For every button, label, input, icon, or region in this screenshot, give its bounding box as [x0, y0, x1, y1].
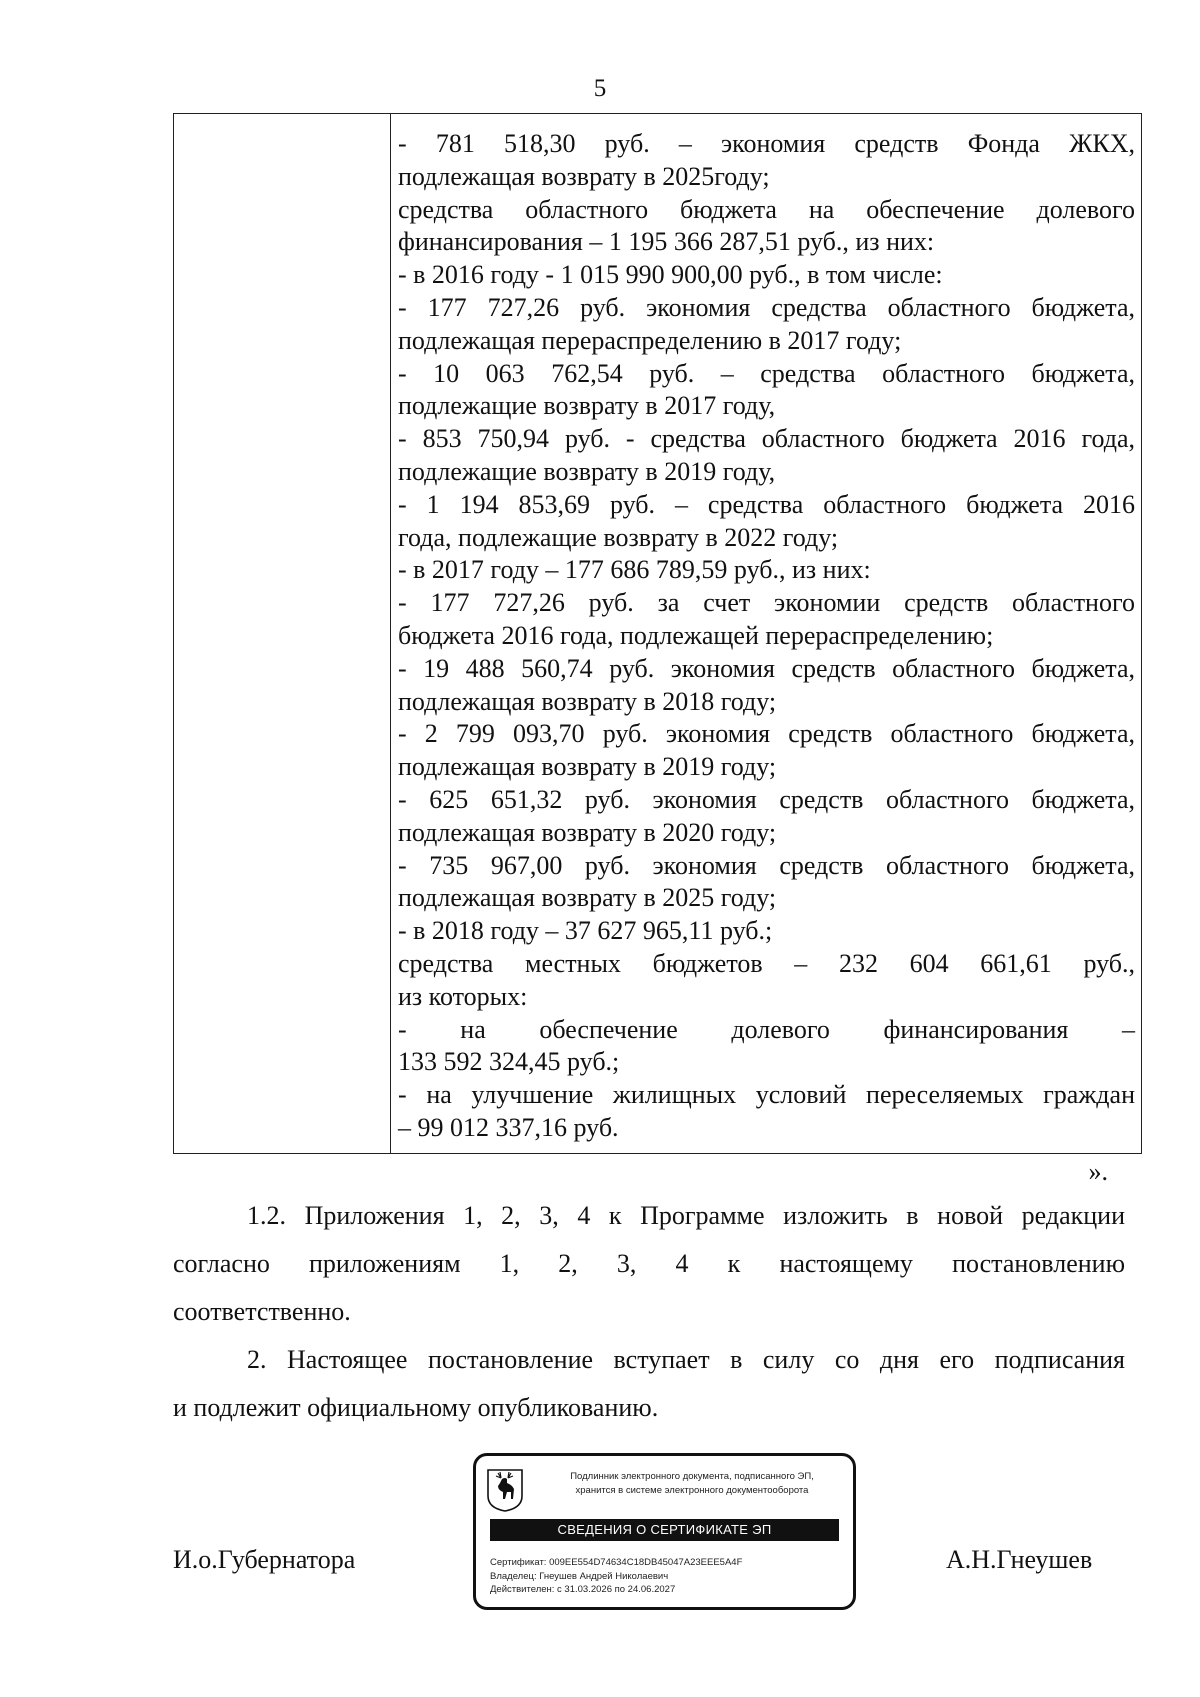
funding-line: - 1 194 853,69 руб. – средства областного бюджета 2016 [398, 489, 1135, 519]
funding-lines [398, 128, 1135, 1145]
page-number: 5 [593, 75, 607, 102]
funding-line: - в 2017 году – 177 686 789,59 руб., из них: [398, 555, 871, 585]
funding-line: - 10 063 762,54 руб. – средства областного бюджета, [398, 358, 1135, 388]
funding-line: бюджета 2016 года, подлежащей перераспределению; [398, 620, 994, 650]
funding-line: подлежащие возврату в 2017 году, [398, 391, 776, 421]
table-cell-label [174, 114, 391, 1154]
funding-line: подлежащая возврату в 2019 году; [398, 752, 777, 782]
electronic-signature-stamp [473, 1453, 856, 1610]
funding-line: подлежащие возврату в 2019 году, [398, 456, 776, 486]
funding-line: средства местных бюджетов – 232 604 661,61 руб., [398, 948, 1135, 978]
signature-position: И.о.Губернатора [173, 1545, 356, 1574]
funding-line: 133 592 324,45 руб.; [398, 1047, 620, 1077]
funding-line: подлежащая возврату в 2025 году; [398, 883, 777, 913]
table-row [174, 114, 1142, 1154]
funding-line: подлежащая возврату в 2018 году; [398, 686, 777, 716]
funding-line: - в 2016 году - 1 015 990 900,00 руб., в том числе: [398, 260, 943, 290]
stamp-header [534, 1470, 850, 1498]
stamp-header-line: Подлинник электронного документа, подписанного ЭП, [570, 1471, 814, 1482]
funding-line: года, подлежащие возврату в 2022 году; [398, 522, 839, 552]
closing-quote: ». [1088, 1157, 1108, 1186]
stamp-title: СВЕДЕНИЯ О СЕРТИФИКАТЕ ЭП [490, 1519, 839, 1541]
paragraph-line: 2. Настоящее постановление вступает в силу со дня его подписания [247, 1345, 1125, 1374]
funding-line: - 19 488 560,74 руб. экономия средств областного бюджета, [398, 653, 1135, 683]
deer-emblem-icon [486, 1468, 524, 1512]
funding-line: - в 2018 году – 37 627 965,11 руб.; [398, 916, 773, 946]
funding-line: - 2 799 093,70 руб. экономия средств областного бюджета, [398, 719, 1135, 749]
funding-line: - 735 967,00 руб. экономия средств областного бюджета, [398, 850, 1135, 880]
paragraph-2 [173, 1336, 1125, 1432]
funding-line: - 177 727,26 руб. экономия средства областного бюджета, [398, 292, 1135, 322]
funding-line: из которых: [398, 981, 528, 1011]
funding-line: - 853 750,94 руб. - средства областного бюджета 2016 года, [398, 424, 1135, 454]
funding-line: - 625 651,32 руб. экономия средств областного бюджета, [398, 784, 1135, 814]
paragraph-line: 1.2. Приложения 1, 2, 3, 4 к Программе изложить в новой редакции [247, 1201, 1125, 1230]
paragraph-line: соответственно. [173, 1297, 351, 1326]
stamp-validity: Действителен: с 31.03.2026 по 24.06.2027 [490, 1584, 676, 1595]
stamp-details [490, 1556, 742, 1597]
table-cell-funding-text [391, 114, 1142, 1154]
stamp-certificate: Сертификат: 009EE554D74634C18DB45047A23EEE5A4F [490, 1557, 743, 1568]
signature-name: А.Н.Гнеушев [946, 1545, 1093, 1574]
funding-line: - 781 518,30 руб. – экономия средств Фонда ЖКХ, [398, 129, 1135, 158]
paragraph-line: и подлежит официальному опубликованию. [173, 1393, 659, 1422]
funding-line: - 177 727,26 руб. за счет экономии средств областного [398, 588, 1135, 618]
paragraph-1-2 [173, 1192, 1125, 1336]
funding-line: подлежащая возврату в 2025году; [398, 161, 770, 191]
program-funding-table [173, 113, 1142, 1154]
funding-line: - на улучшение жилищных условий переселяемых граждан [398, 1080, 1135, 1110]
funding-line: финансирования – 1 195 366 287,51 руб., из них: [398, 227, 935, 257]
funding-line: - на обеспечение долевого финансирования – [398, 1014, 1135, 1044]
stamp-owner: Владелец: Гнеушев Андрей Николаевич [490, 1570, 669, 1582]
stamp-header-line: хранится в системе электронного документооборота [575, 1485, 809, 1496]
funding-line: подлежащая возврату в 2020 году; [398, 817, 777, 847]
funding-line: средства областного бюджета на обеспечение долевого [398, 194, 1135, 224]
funding-line: – 99 012 337,16 руб. [398, 1112, 619, 1142]
paragraph-line: согласно приложениям 1, 2, 3, 4 к настоящему постановлению [173, 1249, 1125, 1278]
funding-line: подлежащая перераспределению в 2017 году; [398, 325, 902, 355]
